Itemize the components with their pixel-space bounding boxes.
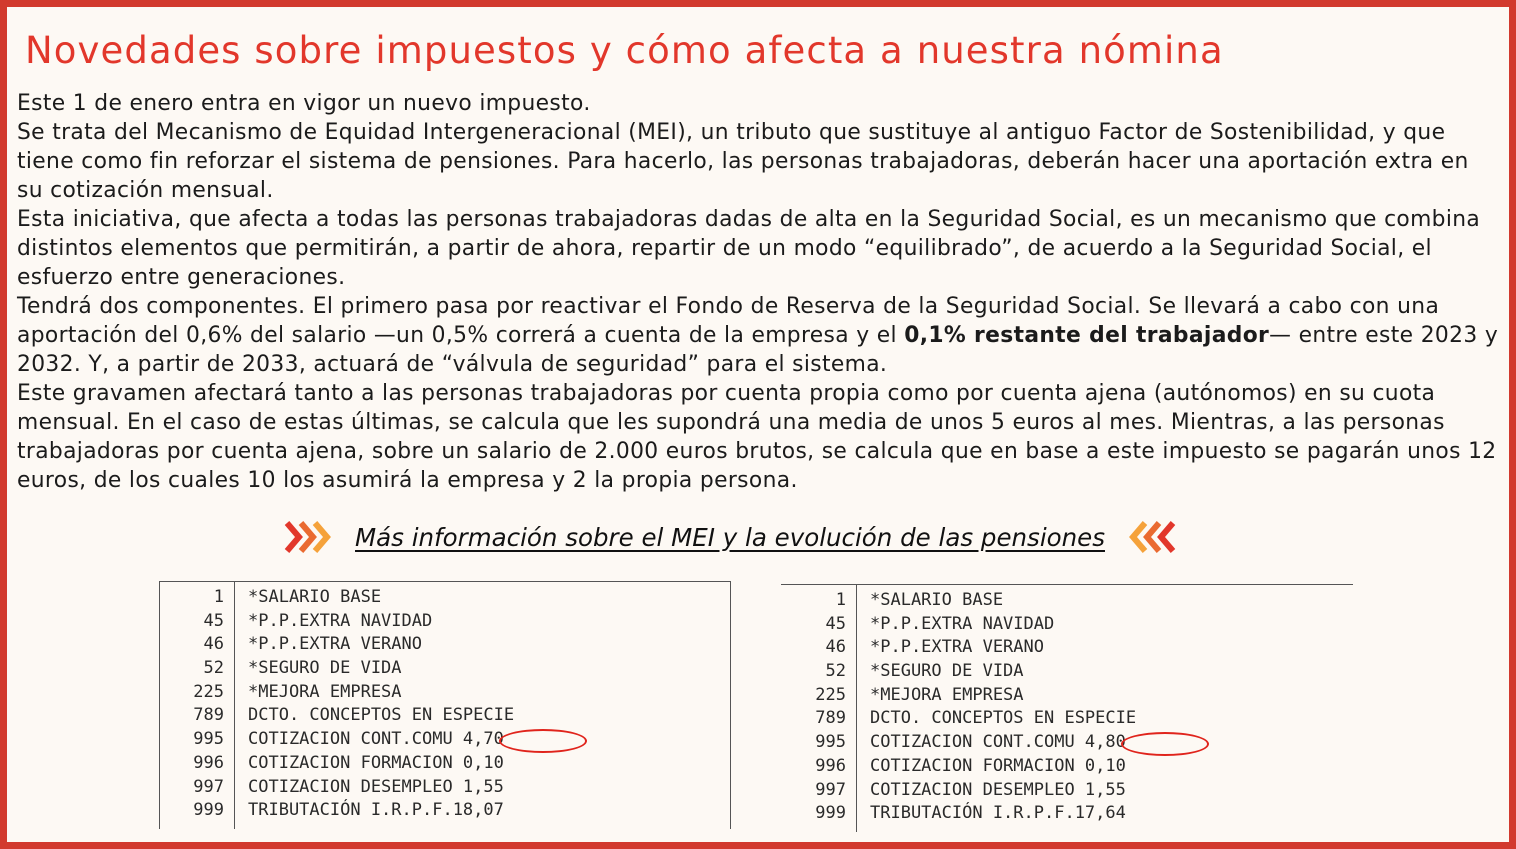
payslip-concept: *P.P.EXTRA NAVIDAD — [248, 610, 433, 631]
highlight-circle — [1121, 732, 1209, 756]
payslip-concept: COTIZACION FORMACION 0,10 — [870, 755, 1126, 776]
more-info-link[interactable]: Más información sobre el MEI y la evolución de las pensiones — [355, 522, 1105, 552]
paragraph-1: Este 1 de enero entra en vigor un nuevo impuesto. — [17, 91, 591, 116]
paragraph-4-start: Tendrá dos componentes. El primero pasa por reactivar el Fondo de Reserva de la Seguridad Social. Se llevará a cabo con una aportación del 0,6% del salario —un 0,5% correrá a cuenta de la empresa y el — [17, 294, 1440, 348]
payslip-row — [159, 610, 731, 634]
payslip-concept: COTIZACION FORMACION 0,10 — [248, 752, 504, 773]
payslip-concept: *P.P.EXTRA VERANO — [248, 634, 422, 655]
payslip-row — [159, 633, 731, 657]
payslip-concept: *P.P.EXTRA NAVIDAD — [870, 613, 1055, 634]
payslip-code: 225 — [815, 684, 846, 705]
payslip-row — [781, 636, 1353, 660]
payslip-row — [781, 707, 1353, 731]
payslip-code: 225 — [193, 681, 224, 702]
payslip-code: 996 — [193, 752, 224, 773]
payslip-row — [781, 684, 1353, 708]
payslip-code: 999 — [193, 800, 224, 821]
payslip-code: 46 — [825, 637, 846, 658]
article-body — [17, 89, 1499, 495]
highlight-circle — [499, 729, 587, 753]
payslip-concept: COTIZACION DESEMPLEO 1,55 — [248, 776, 504, 797]
paragraph-5: Este gravamen afectará tanto a las personas trabajadoras por cuenta propia como por cuenta ajena (autónomos) en su cuota mensual. En el caso de estas últimas, se calcula que les supondrá una media de unos 5 euros al mes. Mientras, a las personas trabajadoras por cuenta ajena, sobre un salario de 2.000 euros brutos, se calcula que en base a este impuesto se pagarán unos 12 euros, de los cuales 10 los asumirá la empresa y 2 la propia persona. — [17, 381, 1497, 493]
payslip-concept: DCTO. CONCEPTOS EN ESPECIE — [870, 708, 1137, 729]
payslip-row — [159, 657, 731, 681]
page-title: Novedades sobre impuestos y cómo afecta a nuestra nómina — [25, 29, 1224, 72]
payslip-concept: DCTO. CONCEPTOS EN ESPECIE — [248, 705, 515, 726]
payslip-code: 1 — [213, 587, 224, 607]
payslip-code: 52 — [825, 661, 846, 682]
payslip-code: 997 — [815, 779, 846, 800]
payslip-code: 1 — [835, 590, 846, 610]
payslip-row — [159, 586, 731, 610]
payslip-concept: *MEJORA EMPRESA — [870, 684, 1024, 705]
payslip-code: 995 — [815, 732, 846, 753]
payslip-row — [781, 660, 1353, 684]
payslip-concept: *P.P.EXTRA VERANO — [870, 637, 1044, 658]
payslip-code: 997 — [193, 776, 224, 797]
paragraph-4 — [17, 292, 1499, 379]
more-info-banner — [243, 515, 1217, 559]
payslip-row — [159, 681, 731, 705]
payslip-concept: TRIBUTACIÓN I.R.P.F.17,64 — [870, 803, 1126, 824]
payslip-code: 996 — [815, 755, 846, 776]
paragraph-3: Esta iniciativa, que afecta a todas las personas trabajadoras dadas de alta en la Seguridad Social, es un mecanismo que combina distintos elementos que permitirán, a partir de ahora, repartir de un modo “equilibrado”, de acuerdo a la Seguridad Social, el esfuerzo entre generaciones. — [17, 207, 1481, 290]
payslip-concept: COTIZACION CONT.COMU 4,70 — [248, 729, 504, 750]
payslip-concept: TRIBUTACIÓN I.R.P.F.18,07 — [248, 800, 504, 821]
payslip-row — [781, 613, 1353, 637]
payslip-code: 46 — [203, 634, 224, 655]
payslip-after — [781, 584, 1353, 832]
paragraph-4-bold: 0,1% restante del trabajador — [904, 323, 1270, 348]
payslip-row — [781, 802, 1353, 826]
payslip-concept: COTIZACION CONT.COMU 4,80 — [870, 732, 1126, 753]
payslip-row — [781, 779, 1353, 803]
payslip-concept: COTIZACION DESEMPLEO 1,55 — [870, 779, 1126, 800]
payslip-row — [159, 704, 731, 728]
payslip-row — [781, 589, 1353, 613]
payslip-row — [159, 776, 731, 800]
payslip-rows — [781, 589, 1353, 826]
payslip-concept: *SALARIO BASE — [248, 587, 382, 607]
payslip-row — [159, 752, 731, 776]
payslip-row — [781, 755, 1353, 779]
paragraph-2: Se trata del Mecanismo de Equidad Intergeneracional (MEI), un tributo que sustituye al antiguo Factor de Sostenibilidad, y que tiene como fin reforzar el sistema de pensiones. Para hacerlo, las personas trabajadoras, deberán hacer una aportación extra en su cotización mensual. — [17, 120, 1469, 203]
payslip-row — [159, 799, 731, 823]
payslip-row — [159, 728, 731, 752]
paragraph-4-end: — entre este 2023 y 2032. Y, a partir de 2033, actuará de “válvula de seguridad” para el sistema. — [17, 323, 1499, 377]
payslip-code: 789 — [815, 708, 846, 729]
payslip-code: 995 — [193, 729, 224, 750]
payslip-row — [781, 731, 1353, 755]
payslip-top-rule — [159, 581, 731, 582]
payslip-rows — [159, 586, 731, 823]
payslip-before — [159, 581, 731, 829]
payslip-code: 789 — [193, 705, 224, 726]
payslip-code: 52 — [203, 658, 224, 679]
chevrons-left-icon — [1123, 519, 1177, 555]
payslip-code: 45 — [825, 613, 846, 634]
chevrons-right-icon — [283, 519, 337, 555]
payslip-concept: *SALARIO BASE — [870, 590, 1004, 610]
payslip-concept: *MEJORA EMPRESA — [248, 681, 402, 702]
payslip-code: 999 — [815, 803, 846, 824]
payslip-code: 45 — [203, 610, 224, 631]
payslip-concept: *SEGURO DE VIDA — [870, 661, 1024, 682]
payslip-concept: *SEGURO DE VIDA — [248, 658, 402, 679]
payslip-top-rule — [781, 584, 1353, 585]
